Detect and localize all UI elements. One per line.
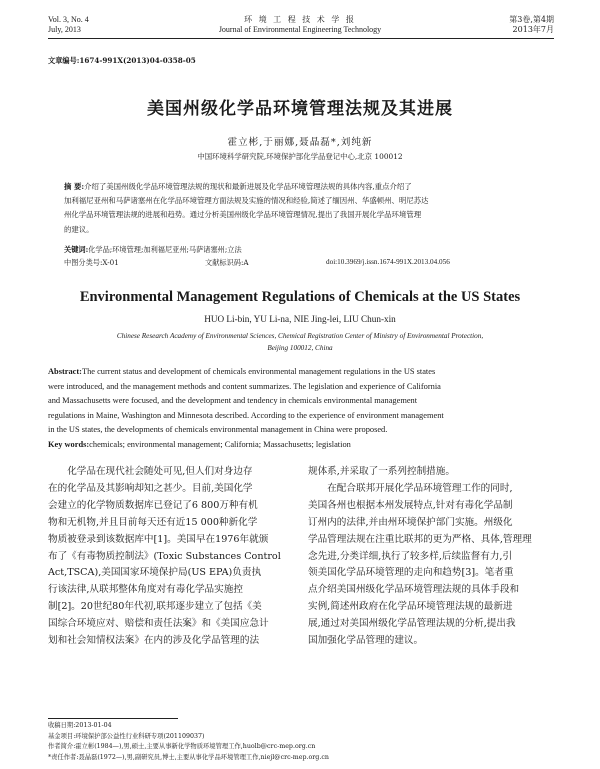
footnote-corresponding-author: *责任作者:聂晶磊(1972—),男,副研究员,博士,主要从事化学品环境管理工作,niejl@crc-mep.org.cn [48, 753, 329, 761]
body-line: 国加强化学品管理的建议。 [308, 635, 424, 647]
footnote-funding: 基金项目:环境保护部公益性行业科研专项(201109037) [48, 732, 205, 740]
abstract-cn-label: 摘 要: [64, 182, 85, 191]
abstract-cn [64, 180, 538, 237]
abstract-en-label: Abstract: [48, 367, 82, 376]
affiliation-en-line-2: Beijing 100012, China [267, 343, 333, 352]
body-line: 学品管理法规在注重比联邦的更为严格、具体,管理理 [308, 533, 532, 545]
body-line: 行该法律,从联邦整体角度对有毒化学品实施控 [48, 584, 243, 596]
keywords-en-text: chemicals; environmental management; California; Massachusetts; legislation [89, 440, 351, 449]
body-left-column [48, 464, 302, 650]
keywords-cn [64, 244, 242, 255]
body-line: 念先进,分类详细,执行了较多样,后续监督有力,引 [308, 550, 513, 562]
body-right-column [308, 464, 558, 650]
header-rule [48, 38, 554, 39]
header-date-cn: 2013年7月 [512, 25, 554, 34]
abstract-en [48, 365, 558, 438]
abstract-cn-line-3: 州化学品环境管理法规的进展和趋势。通过分析美国州级化学品环境管理情况,提出了我国开展化学品环境管理 [64, 210, 422, 220]
body-line: 制[2]。20世纪80年代初,联邦逐步建立了包括《美 [48, 601, 262, 613]
abstract-cn-line-4: 的建议。 [64, 224, 94, 234]
title-cn: 美国州级化学品环境管理法规及其进展 [147, 99, 453, 119]
affiliation-cn: 中国环境科学研究院,环境保护部化学品登记中心,北京 100012 [197, 152, 403, 161]
abstract-cn-line-2: 加利福尼亚州和马萨诸塞州在化学品环境管理方面法规及实施的情况和经验,简述了缅因州、华盛顿州、明尼苏达 [64, 196, 429, 206]
authors-cn: 霍立彬,于丽娜,聂晶磊*,刘纯新 [227, 137, 373, 148]
header-date-en: July, 2013 [48, 25, 81, 34]
affiliation-en-line-1: Chinese Research Academy of Environmental Sciences, Chemical Registration Center of Ministry of Environmental Protection, [116, 332, 484, 340]
body-line: 点介绍美国州级化学品环境管理法规的具体手段和 [308, 584, 520, 596]
header-journal-en: Journal of Environmental Engineering Technology [218, 25, 382, 34]
body-line: 会建立的化学物质数据库已登记了6 800万种有机 [48, 499, 258, 511]
keywords-cn-label: 关键词: [64, 245, 89, 254]
keywords-cn-text: 化学品;环境管理;加利福尼亚州;马萨诸塞州;立法 [88, 245, 242, 254]
footnote-author-bio: 作者简介:霍立彬(1984—),男,硕士,主要从事新化学物质环境管理工作,huolb@crc-mep.org.cn [48, 743, 316, 751]
body-line: 实例,简述州政府在化学品环境管理法规的最新进 [308, 601, 513, 613]
body-line: 划和社会知情权法案》在内的涉及化学品管理的法 [48, 635, 260, 647]
header-volume-cn: 第3卷,第4期 [509, 15, 554, 24]
footnote-rule [48, 718, 178, 719]
body-line: 布了《有毒物质控制法》(Toxic Substances Control [48, 550, 281, 562]
article-number: 文章编号:1674-991X(2013)04-0358-05 [48, 56, 196, 65]
document-code: 文献标识码:A [205, 258, 249, 267]
body-line: 在配合联邦开展化学品环境管理工作的同时, [327, 482, 513, 494]
keywords-en-label: Key words: [48, 440, 90, 449]
body-line: 订州内的法律,并由州环境保护部门实施。州级化 [308, 516, 513, 528]
abstract-en-line-1: Abstract:The current status and development of chemicals environmental management regulations in the US states [48, 367, 436, 376]
abstract-en-line-4: regulations in Maine, Washington and Minnesota described. According to the experience of environment management [48, 410, 444, 420]
clc-number: 中图分类号:X-01 [64, 258, 119, 267]
abstract-en-line-2: were introduced, and the management methods and content summarizes. The legislation and experience of California [48, 381, 441, 391]
authors-en: HUO Li-bin, YU Li-na, NIE Jing-lei, LIU Chun-xin [204, 314, 396, 324]
body-line: 物质被登录到该数据库中[1]。美国早在1976年就颁 [48, 533, 269, 545]
body-line: Act,TSCA),美国国家环境保护局(US EPA)负责执 [48, 567, 262, 579]
body-line: 领美国化学品环境管理的走向和趋势[3]。笔者重 [308, 567, 514, 579]
abstract-en-line-5: in the US states, the developments of chemicals environmental management in China were proposed. [48, 425, 388, 435]
body-line: 美国各州也根据本州发展特点,针对有毒化学品制 [308, 499, 513, 511]
footnote-received: 收稿日期:2013-01-04 [48, 722, 112, 729]
footnotes [48, 721, 558, 763]
header-journal-cn: 环 境 工 程 技 术 学 报 [244, 15, 356, 24]
header-volume-en: Vol. 3, No. 4 [48, 15, 89, 24]
affiliation-en [0, 331, 600, 354]
body-line: 物和无机物,并且目前每天还有近15 000种新化学 [48, 516, 258, 528]
abstract-cn-line-1: 摘 要:介绍了美国州级化学品环境管理法规的现状和最新进展及化学品环境管理法规的具体内容,重点介绍了 [64, 182, 412, 191]
keywords-en [48, 440, 351, 449]
body-line: 国综合环境应对、赔偿和责任法案》和《美国应急计 [48, 618, 269, 630]
doi: doi:10.3969/j.issn.1674-991X.2013.04.056 [326, 258, 450, 266]
body-line: 化学品在现代社会随处可见,但人们对身边存 [67, 466, 253, 477]
abstract-en-line-3: and Massachusetts were focused, and the development and tendency in chemicals environmental management [48, 396, 418, 406]
body-line: 展,通过对美国州级化学品管理法规的分析,提出我 [308, 618, 516, 630]
body-line: 规体系,并采取了一系列控制措施。 [308, 466, 455, 477]
body-line: 在的化学品及其影响却知之甚少。目前,美国化学 [48, 482, 253, 494]
title-en: Environmental Management Regulations of Chemicals at the US States [79, 289, 521, 305]
